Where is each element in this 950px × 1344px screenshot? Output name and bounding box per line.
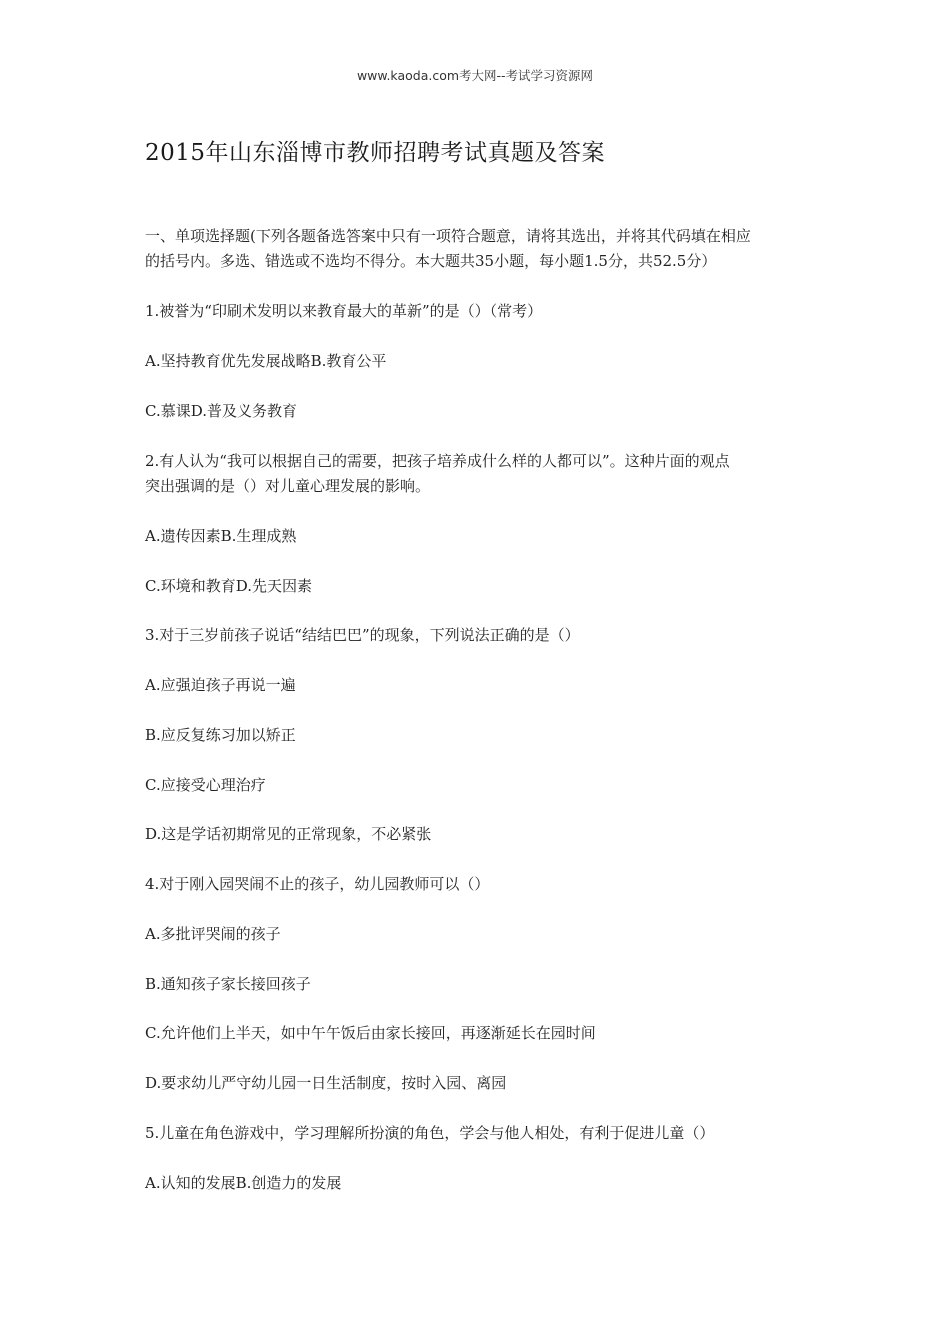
question-4-option-d: D.要求幼儿严守幼儿园一日生活制度，按时入园、离园 <box>145 1074 507 1092</box>
question-1-option-line-2: C.慕课D.普及义务教育 <box>145 402 297 420</box>
section-instructions-line-2: 的括号内。多选、错选或不选均不得分。本大题共35小题，每小题1.5分，共52.5分） <box>145 252 717 270</box>
question-3-option-a: A.应强迫孩子再说一遍 <box>145 676 296 694</box>
header-tagline: 考大网--考试学习资源网 <box>459 68 594 83</box>
question-2-option-line-1: A.遗传因素B.生理成熟 <box>145 527 297 545</box>
question-4-stem: 4.对于刚入园哭闹不止的孩子，幼儿园教师可以（） <box>145 875 490 893</box>
question-5-option-line-1: A.认知的发展B.创造力的发展 <box>145 1174 342 1192</box>
question-3-option-c: C.应接受心理治疗 <box>145 776 266 794</box>
question-3-option-d: D.这是学话初期常见的正常现象，不必紧张 <box>145 825 432 843</box>
question-2-stem-line-2: 突出强调的是（）对儿童心理发展的影响。 <box>145 477 431 495</box>
question-3-stem: 3.对于三岁前孩子说话“结结巴巴”的现象，下列说法正确的是（） <box>145 626 580 644</box>
question-2-option-line-2: C.环境和教育D.先天因素 <box>145 577 312 595</box>
header-site-link[interactable]: www.kaoda.com <box>356 68 460 83</box>
question-1-stem: 1.被誉为“印刷术发明以来教育最大的革新”的是（）（常考） <box>145 302 543 320</box>
question-4-option-a: A.多批评哭闹的孩子 <box>145 925 281 943</box>
section-instructions-line-1: 一、单项选择题(下列各题备选答案中只有一项符合题意，请将其选出，并将其代码填在相应 <box>145 227 751 245</box>
question-2-stem-line-1: 2.有人认为“我可以根据自己的需要，把孩子培养成什么样的人都可以”。这种片面的观点 <box>145 452 730 470</box>
document-title: 2015年山东淄博市教师招聘考试真题及答案 <box>145 140 606 166</box>
question-1-option-line-1: A.坚持教育优先发展战略B.教育公平 <box>145 352 387 370</box>
page-header <box>0 66 950 84</box>
question-4-option-c: C.允许他们上半天，如中午午饭后由家长接回，再逐渐延长在园时间 <box>145 1024 596 1042</box>
question-5-stem: 5.儿童在角色游戏中，学习理解所扮演的角色，学会与他人相处，有利于促进儿童（） <box>145 1124 715 1142</box>
question-4-option-b: B.通知孩子家长接回孩子 <box>145 975 311 993</box>
question-3-option-b: B.应反复练习加以矫正 <box>145 726 296 744</box>
